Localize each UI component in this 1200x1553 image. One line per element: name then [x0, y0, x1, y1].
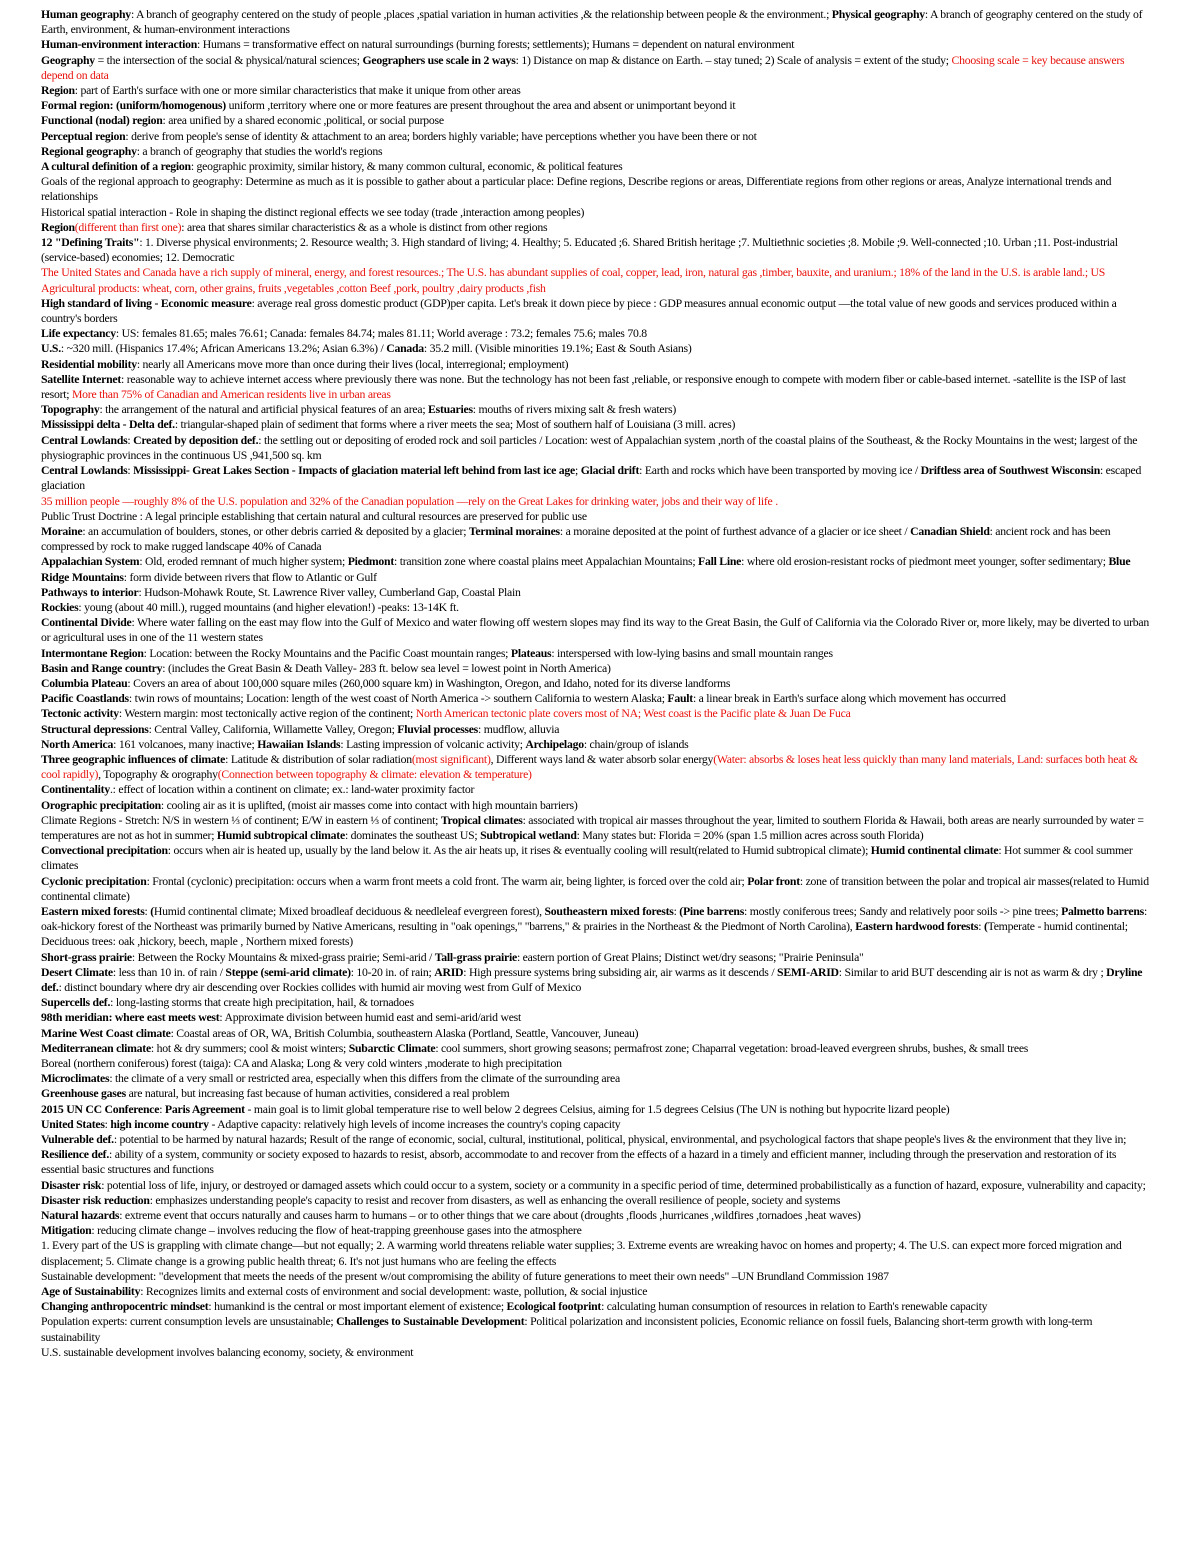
- body-text: : dominates the southeast US;: [344, 828, 481, 842]
- term-bold: Glacial drift: [580, 464, 640, 478]
- note-line: [41, 1026, 1154, 1041]
- body-text: : area that shares similar characteristics & as a whole is distinct from other regions: [181, 220, 548, 234]
- body-text: : associated with tropical air masses throughout the year, limited to southern Florida & Hawaii, both areas are nearly surrounded by water = temperatures are not as hot in summer;: [41, 813, 1144, 842]
- term-bold: Resilience def.: [41, 1148, 110, 1162]
- body-text: : Frontal (cyclonic) precipitation: occurs when a warm front meets a cold front. The warm air, being lighter, is forced over the cold air;: [146, 874, 748, 888]
- highlight-red: The United States and Canada have a rich supply of mineral, energy, and forest resources.; The U.S. has abundant supplies of coal, copper, lead, iron, natural gas ,timber, bauxite, and uranium.; 18% of the land in the U.S. is arable land.; US Agricultural products: wheat, corn, other grains, fruits ,vegetables ,cotton Beef ,pork, poultry ,dairy products ,fish: [41, 266, 1106, 295]
- note-line: [41, 995, 1154, 1010]
- body-text: : Political polarization and inconsistent policies, Economic reliance on fossil fuels, Balancing short-term growth with long-term sustainability: [41, 1315, 1093, 1344]
- body-text: : Hot summer & cool summer climates: [41, 844, 1133, 873]
- body-text: : chain/group of islands: [583, 737, 689, 751]
- term-bold: Structural depressions: [41, 722, 149, 736]
- body-text: : eastern portion of Great Plains; Distinct wet/dry seasons; "Prairie Peninsula": [516, 950, 864, 964]
- highlight-red: (Connection between topography & climate: elevation & temperature): [217, 768, 532, 782]
- term-bold: SEMI-ARID: [777, 965, 839, 979]
- note-line: [41, 1041, 1154, 1056]
- note-line: [41, 144, 1154, 159]
- term-bold: Vulnerable def.: [41, 1133, 114, 1147]
- term-bold: 98th meridian: where east meets west: [41, 1011, 220, 1025]
- body-text: : Location: between the Rocky Mountains and the Pacific Coast mountain ranges;: [143, 646, 511, 660]
- note-line: [41, 874, 1154, 904]
- note-line: [41, 661, 1154, 676]
- note-line: [41, 722, 1154, 737]
- body-text: : cooling air as it is uplifted, (moist air masses come into contact with high mountain barriers): [160, 798, 578, 812]
- note-line: [41, 950, 1154, 965]
- note-line: [41, 600, 1154, 615]
- note-line: [41, 782, 1154, 797]
- body-text: : Recognizes limits and external costs of environment and social development: waste, pollution, & social injustice: [140, 1285, 648, 1299]
- term-bold: Terminal moraines: [468, 524, 560, 538]
- term-bold: Subtropical wetland: [480, 828, 577, 842]
- note-line: [41, 691, 1154, 706]
- note-line: [41, 706, 1154, 721]
- term-bold: Fault: [667, 692, 693, 706]
- term-bold: Geography: [41, 53, 95, 67]
- body-text: : Covers an area of about 100,000 square miles (260,000 square km) in Washington, Oregon, and Idaho, noted for its diverse landforms: [127, 676, 731, 690]
- term-bold: Fall Line: [698, 555, 742, 569]
- body-text: : nearly all Americans move more than once during their lives (local, interregional; employment): [136, 357, 569, 371]
- note-line: [41, 220, 1154, 235]
- body-text: : Many states but: Florida = 20% (span 1.5 million acres across south Florida): [576, 828, 924, 842]
- term-bold: Region: [41, 220, 75, 234]
- body-text: : Hudson-Mohawk Route, St. Lawrence River valley, Cumberland Gap, Coastal Plain: [138, 585, 521, 599]
- body-text: : humankind is the central or most important element of existence;: [208, 1300, 507, 1314]
- term-bold: Tropical climates: [440, 813, 523, 827]
- body-text: : potential to be harmed by natural hazards; Result of the range of economic, social, cultural, institutional, political, physical, environmental, and psychological factors that shape people's lives & the environment that they live in;: [113, 1133, 1127, 1147]
- body-text: : Between the Rocky Mountains & mixed-grass prairie; Semi-arid /: [131, 950, 435, 964]
- note-line: [41, 37, 1154, 52]
- body-text: , Different ways land & water absorb solar energy: [490, 752, 714, 766]
- term-bold: Humid subtropical climate: [216, 828, 345, 842]
- body-text: : ancient rock and has been compressed by rock to make rugged landscape 40% of Canada: [41, 524, 1111, 554]
- note-line: [41, 417, 1154, 432]
- note-line: [41, 646, 1154, 661]
- body-text: : reducing climate change – involves reducing the flow of heat-trapping greenhouse gases into the atmosphere: [91, 1224, 582, 1238]
- body-text: Boreal (northern coniferous) forest (taiga): CA and Alaska; Long & very cold winters ,moderate to high precipitation: [41, 1057, 562, 1071]
- term-bold: Desert Climate: [41, 965, 113, 979]
- term-bold: Fluvial processes: [397, 722, 479, 736]
- note-line: [41, 1299, 1154, 1314]
- term-bold: A cultural definition of a region: [41, 160, 191, 174]
- body-text: : interspersed with low-lying basins and small mountain ranges: [551, 646, 833, 660]
- note-line: [41, 615, 1154, 645]
- term-bold: Functional (nodal) region: [41, 114, 163, 128]
- term-bold: Cyclonic precipitation: [41, 874, 147, 888]
- body-text: : occurs when air is heated up, usually by the land below it. As the air heats up, it rises & eventually cooling will result(related to Humid subtropical climate);: [167, 844, 871, 858]
- term-bold: Marine West Coast climate: [41, 1026, 171, 1040]
- note-line: [41, 296, 1154, 326]
- term-bold: Short-grass prairie: [41, 950, 132, 964]
- body-text: : potential loss of life, injury, or destroyed or damaged assets which could occur to a system, society or a community in a specific period of time, determined probabilistically as a function of hazard, exposure, vulnerability and capacity;: [101, 1178, 1146, 1192]
- highlight-red: North American tectonic plate covers most of NA; West coast is the Pacific plate & Juan De Fuca: [415, 707, 851, 721]
- term-bold: United States: [41, 1117, 105, 1131]
- body-text: U.S. sustainable development involves balancing economy, society, & environment: [41, 1345, 414, 1359]
- term-bold: Age of Sustainability: [41, 1285, 141, 1299]
- note-line: [41, 1086, 1154, 1101]
- body-text: : part of Earth's surface with one or more similar characteristics that make it unique from other areas: [74, 84, 521, 98]
- term-bold: Perceptual region: [41, 129, 126, 143]
- body-text: : zone of transition between the polar and tropical air masses(related to Humid continental climate): [41, 874, 1149, 903]
- body-text: : calculating human consumption of resources in relation to Earth's renewable capacity: [601, 1300, 988, 1314]
- term-bold: Central Lowlands: [41, 433, 128, 447]
- body-text: : ~320 mill. (Hispanics 17.4%; African Americans 13.2%; Asian 6.3%) /: [60, 342, 387, 356]
- term-bold: Palmetto barrens: [1061, 904, 1145, 918]
- body-text: ;: [574, 464, 581, 478]
- note-line: [41, 326, 1154, 341]
- body-text: Sustainable development: "development that meets the needs of the present w/out compromising the ability of future generations to meet their own needs" –UN Brundland Commission 1987: [41, 1269, 889, 1283]
- body-text: : A branch of geography centered on the study of Earth, environment, & human-environment interactions: [41, 8, 1143, 37]
- body-text: :: [104, 1117, 111, 1131]
- body-text: - main goal is to limit global temperature rise to well below 2 degrees Celsius, aiming for 1.5 degrees Celsius (The UN is nothing but hypocrite lizard people): [244, 1102, 950, 1116]
- term-bold: (Pine barrens: [679, 904, 745, 918]
- term-bold: Eastern hardwood forests: [855, 920, 979, 934]
- term-bold: Greenhouse gases: [41, 1087, 126, 1101]
- body-text: - Adaptive capacity: relatively high levels of income increases the country's coping capacity: [208, 1117, 621, 1131]
- body-text: : transition zone where coastal plains meet Appalachian Mountains;: [394, 555, 699, 569]
- body-text: :: [159, 1102, 165, 1116]
- term-bold: Natural hazards: [41, 1209, 120, 1223]
- body-text: : the climate of a very small or restricted area, especially when this differs from the climate of the surrounding area: [109, 1072, 620, 1086]
- body-text: : Humans = transformative effect on natural surroundings (burning forests; settlements); Humans = dependent on natural environment: [197, 38, 795, 52]
- term-bold: Continental Divide: [41, 616, 132, 630]
- note-line: [41, 83, 1154, 98]
- body-text: : young (about 40 mill.), rugged mountains (and higher elevation!) -peaks: 13-14K ft.: [78, 600, 459, 614]
- body-text: : distinct boundary where dry air descending over Rockies collides with humid air moving west from Gulf of Mexico: [58, 981, 582, 994]
- body-text: Public Trust Doctrine : A legal principle establishing that certain natural and cultural resources are preserved for public use: [41, 509, 587, 523]
- body-text: : mostly coniferous trees; Sandy and relatively poor soils -> pine trees;: [744, 904, 1062, 918]
- body-text: :: [127, 464, 134, 478]
- term-bold: Southeastern mixed forests: [544, 904, 674, 918]
- note-line: [41, 1178, 1154, 1208]
- note-line: [41, 129, 1154, 144]
- term-bold: Tall-grass prairie: [434, 950, 517, 964]
- note-line: [41, 357, 1154, 372]
- highlight-red: 35 million people —roughly 8% of the U.S. population and 32% of the Canadian population —rely on the Great Lakes for drinking water, jobs and their way of life .: [41, 494, 778, 508]
- body-text: : Old, eroded remnant of much higher system;: [139, 555, 348, 569]
- body-text: , Topography & orography: [98, 768, 218, 782]
- body-text: : emphasizes understanding people's capacity to resist and recover from disasters, as well as enhancing the overall resilience of people, society and systems: [149, 1193, 841, 1207]
- term-bold: Driftless area of Southwest Wisconsin: [920, 464, 1100, 478]
- note-line: [41, 737, 1154, 752]
- body-text: : hot & dry summers; cool & moist winters;: [150, 1041, 349, 1055]
- note-line: [41, 509, 1154, 524]
- term-bold: (: [150, 904, 154, 918]
- body-text: : a moraine deposited at the point of furthest advance of a glacier or ice sheet /: [559, 524, 911, 538]
- term-bold: Steppe (semi-arid climate): [225, 965, 351, 979]
- term-bold: Dryline def.: [41, 965, 1143, 994]
- term-bold: Mitigation: [41, 1224, 92, 1238]
- term-bold: Piedmont: [347, 555, 395, 569]
- term-bold: Polar front: [747, 874, 800, 888]
- note-line: [41, 265, 1154, 295]
- note-line: [41, 98, 1154, 113]
- note-line: [41, 1117, 1154, 1132]
- note-line: [41, 1269, 1154, 1284]
- body-text: : ability of a system, community or society exposed to hazards to resist, absorb, accommodate to and recover from the effects of a hazard in a timely and efficient manner, including through the preservation and restoration of its essential basic structures and functions: [41, 1148, 1117, 1177]
- body-text: Population experts: current consumption levels are unsustainable;: [41, 1315, 337, 1329]
- term-bold: Canadian Shield: [910, 524, 990, 538]
- term-bold: Mediterranean climate: [41, 1041, 151, 1055]
- body-text: : Central Valley, California, Willamette Valley, Oregon;: [148, 722, 398, 736]
- note-line: [41, 524, 1154, 554]
- body-text: : High pressure systems bring subsiding air, air warms as it descends /: [463, 965, 778, 979]
- term-bold: Regional geography: [41, 144, 137, 158]
- body-text: : 10-20 in. of rain;: [350, 965, 435, 979]
- note-line: [41, 113, 1154, 128]
- term-bold: Paris Agreement: [164, 1102, 245, 1116]
- body-text: : long-lasting storms that create high precipitation, hail, & tornadoes: [110, 996, 414, 1010]
- body-text: : mouths of rivers mixing salt & fresh waters): [472, 403, 677, 417]
- body-text: :: [673, 904, 680, 918]
- body-text: 1. Every part of the US is grappling with climate change—but not equally; 2. A warming world threatens reliable water supplies; 3. Extreme events are wreaking havoc on homes and property; 4. The U.S. can expect more forced migration and displacement; 5. Climate change is a growing public health threat; 6. It's not just humans who are feeling the effects: [41, 1239, 1122, 1268]
- term-bold: Formal region: (uniform/homogenous): [41, 99, 226, 113]
- term-bold: Pathways to interior: [41, 585, 139, 599]
- body-text: : 161 volcanoes, many inactive;: [113, 737, 258, 751]
- body-text: Humid continental climate; Mixed broadleaf deciduous & needleleaf evergreen forest),: [153, 904, 545, 918]
- note-line: [41, 1284, 1154, 1299]
- note-line: [41, 813, 1154, 843]
- term-bold: 12 "Defining Traits": [41, 236, 140, 250]
- body-text: uniform ,territory where one or more features are present throughout the area and absent or unimportant beyond it: [225, 99, 736, 113]
- body-text: : triangular-shaped plain of sediment that forms where a river meets the sea; Most of southern half of Louisiana (3 mill. acres): [174, 418, 736, 432]
- body-text: : 1. Diverse physical environments; 2. Resource wealth; 3. High standard of living; 4. Healthy; 5. Educated ;6. Shared British heritage ;7. Multiethnic societies ;8. Mobile ;9. Well-connected ;10. Urban ;11. Post-industrial (service-based) economies; 12. Democratic: [41, 236, 1118, 265]
- note-line: [41, 676, 1154, 691]
- body-text: : Approximate division between humid east and semi-arid/arid west: [219, 1011, 522, 1025]
- note-line: [41, 1223, 1154, 1238]
- body-text: : 1) Distance on map & distance on Earth. – stay tuned; 2) Scale of analysis = extent of the study;: [515, 53, 952, 67]
- term-bold: North America: [41, 737, 114, 751]
- highlight-red: (most significant): [411, 752, 491, 766]
- note-line: [41, 372, 1154, 402]
- body-text: : oak-hickory forest of the Northeast was primarily burned by Native Americans, resulting in "oak openings," "barrens," & prairies in the Northeast & the Piedmont of North Carolina),: [41, 904, 1148, 934]
- note-line: [41, 554, 1154, 584]
- term-bold: Continentality: [41, 783, 110, 797]
- note-line: [41, 752, 1154, 782]
- note-line: [41, 7, 1154, 37]
- note-line: [41, 1056, 1154, 1071]
- term-bold: Archipelago: [525, 737, 584, 751]
- term-bold: Life expectancy: [41, 327, 116, 341]
- body-text: : extreme event that occurs naturally and causes harm to humans – or to other things that we care about (droughts ,floods ,hurricanes ,wildfires ,tornadoes ,heat waves): [119, 1209, 861, 1223]
- body-text: : (includes the Great Basin & Death Valley- 283 ft. below sea level = lowest point in North America): [162, 661, 611, 675]
- term-bold: (: [983, 920, 988, 934]
- term-bold: Mississippi delta - Delta def.: [41, 418, 175, 432]
- note-line: [41, 1071, 1154, 1086]
- term-bold: Satellite Internet: [41, 372, 122, 386]
- highlight-red: (Water: absorbs & loses heat less quickly than many land materials, Land: surfaces both heat & cool rapidly): [41, 752, 1138, 782]
- body-text: Climate Regions - Stretch: N/S in western ⅓ of continent; E/W in eastern ⅓ of continent;: [41, 813, 441, 827]
- highlight-red: More than 75% of Canadian and American residents live in urban areas: [71, 388, 391, 402]
- note-line: [41, 843, 1154, 873]
- note-line: [41, 1345, 1154, 1360]
- body-text: = the intersection of the social & physical/natural sciences;: [94, 53, 363, 67]
- body-text: : Western margin: most tectonically active region of the continent;: [118, 707, 416, 721]
- term-bold: Estuaries: [428, 403, 473, 417]
- term-bold: Pacific Coastlands: [41, 692, 129, 706]
- note-line: [41, 1010, 1154, 1025]
- body-text: : geographic proximity, similar history, & many common cultural, economic, & political features: [190, 160, 623, 174]
- body-text: : reasonable way to achieve internet access where previously there was none. But the technology has not been fast ,reliable, or responsive enough to compete with modern fiber or cable-based internet. -satellite is the ISP of last resort;: [41, 372, 1126, 402]
- body-text: :: [127, 433, 134, 447]
- body-text: : cool summers, short growing seasons; permafrost zone; Chaparral vegetation: broad-leaved evergreen shrubs, bushes, & small trees: [435, 1041, 1029, 1055]
- term-bold: Microclimates: [41, 1072, 110, 1086]
- note-line: [41, 904, 1154, 950]
- body-text: : Similar to arid BUT descending air is not as warm & dry ;: [838, 965, 1107, 979]
- body-text: .: effect of location within a continent on climate; ex.: land-water proximity factor: [109, 783, 475, 797]
- body-text: :: [144, 904, 151, 918]
- note-line: [41, 494, 1154, 509]
- note-line: [41, 205, 1154, 220]
- note-line: [41, 174, 1154, 204]
- body-text: : the arrangement of the natural and artificial physical features of an area;: [99, 403, 429, 417]
- body-text: Goals of the regional approach to geography: Determine as much as it is possible to gather about a particular place: Define regions, Describe regions or areas, Differentiate regions from other regions or areas, Analyze international trends and relationships: [41, 175, 1112, 204]
- term-bold: Ecological footprint: [506, 1300, 602, 1314]
- term-bold: Changing anthropocentric mindset: [41, 1300, 209, 1314]
- term-bold: U.S.: [41, 342, 61, 356]
- term-bold: Subarctic Climate: [348, 1041, 436, 1055]
- term-bold: Challenges to Sustainable Development: [336, 1315, 525, 1329]
- note-line: [41, 1132, 1154, 1178]
- term-bold: Appalachian System: [41, 555, 140, 569]
- body-text: : Coastal areas of OR, WA, British Columbia, southeastern Alaska (Portland, Seattle, Vancouver, Juneau): [170, 1026, 639, 1040]
- term-bold: Canada: [386, 342, 424, 356]
- term-bold: Human-environment interaction: [41, 38, 198, 52]
- body-text: Temperate - humid continental; Deciduous trees: oak ,hickory, beech, maple , Northern mixed forests): [41, 920, 1128, 949]
- body-text: : Latitude & distribution of solar radiation: [225, 752, 412, 766]
- body-text: : A branch of geography centered on the study of people ,places ,spatial variation in human activities ,& the relationship between people & the environment.;: [130, 8, 832, 21]
- note-line: [41, 463, 1154, 493]
- term-bold: Geographers use scale in 2 ways: [362, 53, 516, 67]
- note-line: [41, 159, 1154, 174]
- term-bold: Basin and Range country: [41, 661, 163, 675]
- term-bold: Orographic precipitation: [41, 798, 161, 812]
- note-line: [41, 341, 1154, 356]
- body-text: : Earth and rocks which have been transported by moving ice /: [639, 464, 921, 478]
- term-bold: Physical geography: [831, 8, 925, 21]
- body-text: : a linear break in Earth's surface along which movement has occurred: [692, 692, 1006, 706]
- body-text: : Lasting impression of volcanic activity;: [340, 737, 526, 751]
- body-text: : a branch of geography that studies the world's regions: [136, 144, 383, 158]
- body-text: : less than 10 in. of rain /: [112, 965, 226, 979]
- term-bold: Blue Ridge Mountains: [41, 555, 1131, 584]
- term-bold: Disaster risk reduction: [41, 1193, 150, 1207]
- body-text: : twin rows of mountains; Location: length of the west coast of North America -> southern California to western Alaska;: [128, 692, 668, 706]
- term-bold: Intermontane Region: [41, 646, 144, 660]
- note-line: [41, 433, 1154, 463]
- term-bold: Moraine: [41, 524, 83, 538]
- term-bold: Three geographic influences of climate: [41, 752, 226, 766]
- term-bold: ARID: [434, 965, 464, 979]
- body-text: Historical spatial interaction - Role in shaping the distinct regional effects we see today (trade ,interaction among peoples): [41, 205, 585, 219]
- body-text: : an accumulation of boulders, stones, or other debris carried & deposited by a glacier;: [82, 524, 469, 538]
- highlight-red: (different than first one): [74, 220, 182, 234]
- term-bold: Convectional precipitation: [41, 844, 168, 858]
- term-bold: Residential mobility: [41, 357, 137, 371]
- body-text: : average real gross domestic product (GDP)per capita. Let's break it down piece by piece : GDP measures annual economic output —the total value of new goods and services produced within a country's borders: [41, 296, 1117, 326]
- term-bold: High standard of living - Economic measure: [41, 296, 252, 310]
- term-bold: Disaster risk: [41, 1178, 102, 1192]
- term-bold: Supercells def.: [41, 996, 111, 1010]
- term-bold: Columbia Plateau: [41, 676, 128, 690]
- highlight-red: Choosing scale = key because answers depend on data: [41, 53, 1125, 82]
- term-bold: Tectonic activity: [41, 707, 119, 721]
- note-line: [41, 585, 1154, 600]
- term-bold: Mississippi- Great Lakes Section - Impacts of glaciation material left behind from last ice age: [133, 464, 575, 478]
- note-line: [41, 1102, 1154, 1117]
- note-line: [41, 798, 1154, 813]
- note-line: [41, 53, 1154, 83]
- note-line: [41, 1208, 1154, 1223]
- term-bold: Human geography: [41, 8, 131, 21]
- term-bold: Hawaiian Islands: [257, 737, 341, 751]
- body-text: : US: females 81.65; males 76.61; Canada: females 84.74; males 81.11; World average : 73.2; females 75.6; males 70.8: [115, 327, 647, 341]
- term-bold: 2015 UN CC Conference: [41, 1102, 160, 1116]
- term-bold: Region: [41, 84, 75, 98]
- note-line: [41, 235, 1154, 265]
- term-bold: Topography: [41, 403, 100, 417]
- term-bold: high income country: [110, 1117, 209, 1131]
- body-text: : mudflow, alluvia: [478, 722, 560, 736]
- note-line: [41, 1314, 1154, 1344]
- body-text: : Where water falling on the east may flow into the Gulf of Mexico and water flowing off western slopes may find its way to the Great Basin, the Gulf of California via the Colorado River or, more likely, may be diverted to urban or agricultural uses in one of the 11 western states: [41, 616, 1149, 645]
- body-text: :: [978, 920, 984, 934]
- body-text: are natural, but increasing fast because of human activities, considered a real problem: [125, 1087, 510, 1101]
- body-text: : area unified by a shared economic ,political, or social purpose: [162, 114, 444, 128]
- note-line: [41, 1238, 1154, 1268]
- note-line: [41, 965, 1154, 995]
- term-bold: Created by deposition def.: [133, 433, 259, 447]
- body-text: : escaped glaciation: [41, 464, 1142, 493]
- term-bold: Plateaus: [510, 646, 552, 660]
- body-text: : form divide between rivers that flow to Atlantic or Gulf: [123, 570, 377, 584]
- body-text: : the settling out or depositing of eroded rock and soil particles / Location: west of Appalachian system ,north of the coastal plains of the Southeast, & the Rocky Mountains in the west; largest of the physiographic provinces in the continuous US ,941,500 sq. km: [41, 433, 1138, 462]
- term-bold: Rockies: [41, 600, 79, 614]
- body-text: : derive from people's sense of identity & attachment to an area; borders highly variable; have perceptions whether you have been there or not: [125, 129, 757, 143]
- term-bold: Humid continental climate: [870, 844, 999, 858]
- body-text: : where old erosion-resistant rocks of piedmont meet younger, softer sedimentary;: [741, 555, 1109, 569]
- note-line: [41, 402, 1154, 417]
- term-bold: Central Lowlands: [41, 464, 128, 478]
- body-text: : 35.2 mill. (Visible minorities 19.1%; East & South Asians): [423, 342, 692, 356]
- term-bold: Eastern mixed forests: [41, 904, 145, 918]
